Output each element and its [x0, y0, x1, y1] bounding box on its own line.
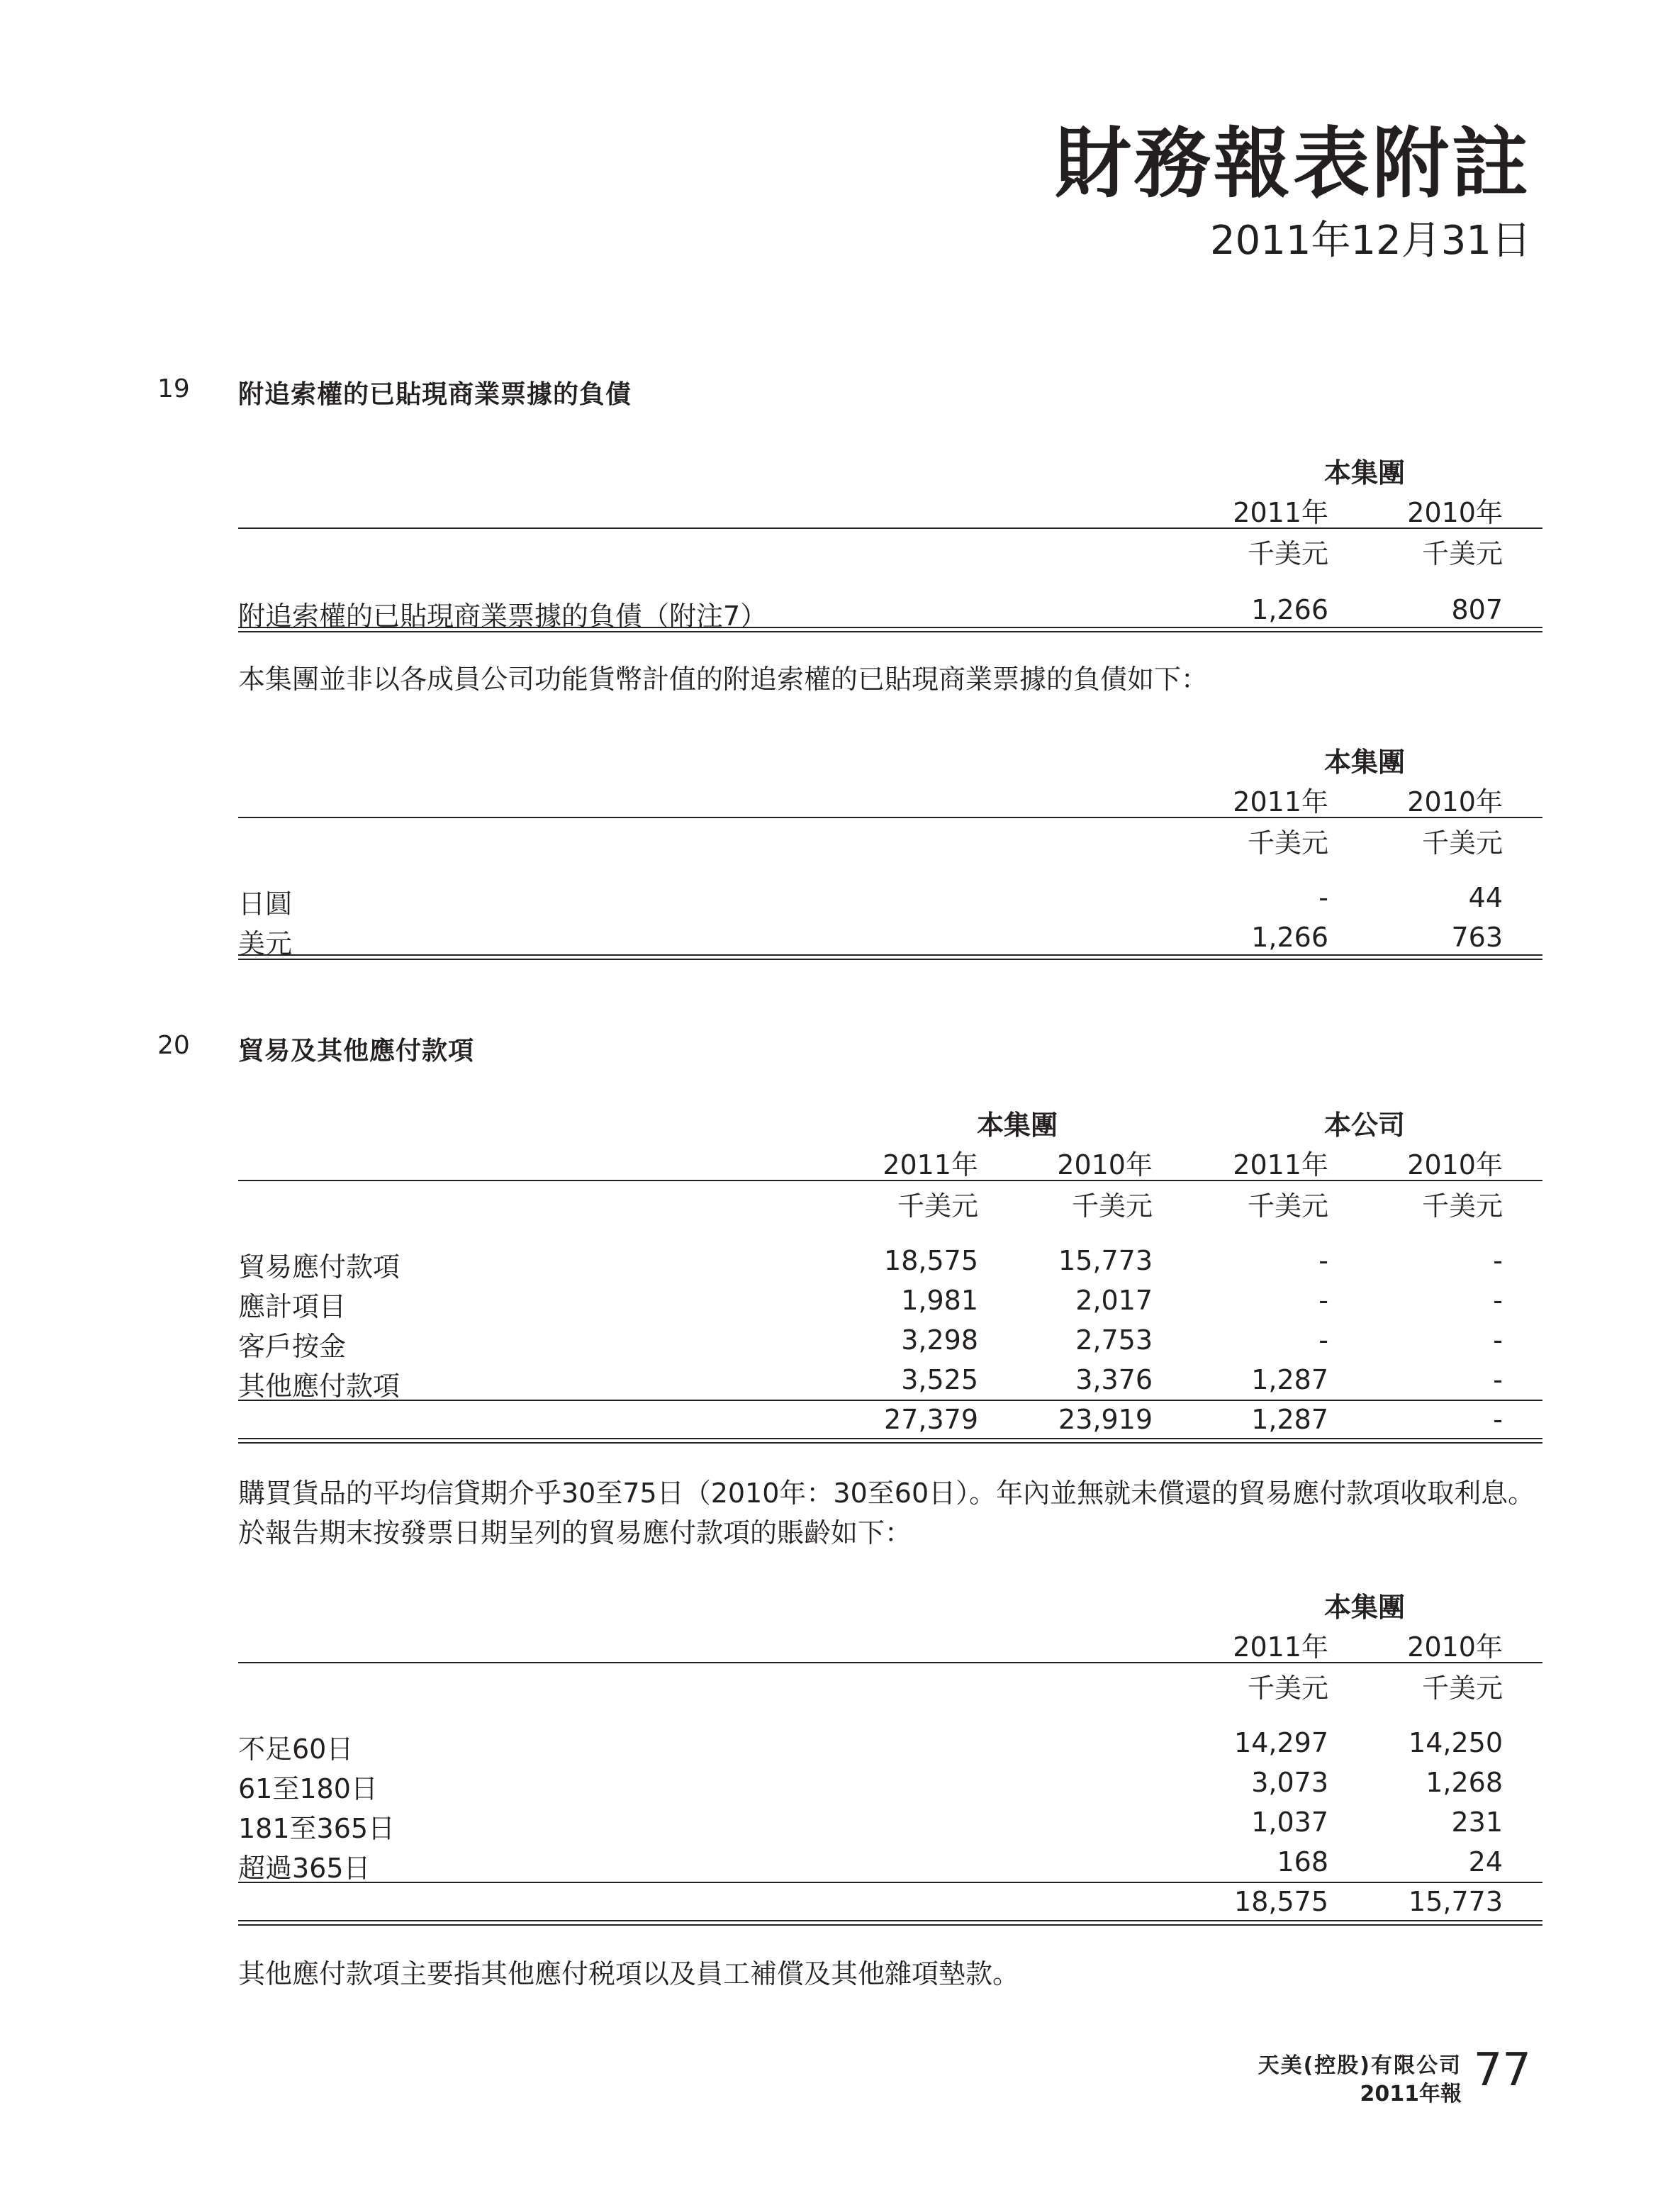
- cell-value: 1,287: [1251, 1364, 1328, 1395]
- cell-value: 763: [1451, 922, 1503, 953]
- section-number-20: 20: [157, 1031, 190, 1060]
- column-unit: 千美元: [1421, 1673, 1503, 1704]
- header-rule: [238, 528, 1542, 529]
- cell-value: 44: [1468, 882, 1503, 913]
- column-year: 2010年: [1407, 1631, 1503, 1663]
- column-year: 2010年: [1407, 786, 1503, 817]
- cell-value: 231: [1451, 1807, 1503, 1838]
- cell-value: -: [1493, 1364, 1503, 1395]
- column-unit: 千美元: [1247, 1673, 1328, 1704]
- column-unit: 千美元: [1247, 1190, 1328, 1222]
- cell-value: 24: [1468, 1846, 1503, 1877]
- column-year: 2010年: [1407, 1149, 1503, 1180]
- cell-value: -: [1318, 1245, 1328, 1276]
- column-unit: 千美元: [1247, 827, 1328, 859]
- total-value: 1,287: [1251, 1404, 1328, 1435]
- column-year: 2010年: [1057, 1149, 1153, 1180]
- cell-value: 1,266: [1251, 594, 1328, 625]
- row-label: 超過365日: [238, 1853, 371, 1884]
- cell-value: -: [1493, 1245, 1503, 1276]
- column-group-label: 本集團: [1323, 457, 1405, 489]
- row-label: 應計項目: [238, 1291, 347, 1322]
- column-unit: 千美元: [1247, 538, 1328, 569]
- cell-value: 807: [1451, 594, 1503, 625]
- total-value: 23,919: [1058, 1404, 1153, 1435]
- row-label: 日圓: [238, 888, 293, 920]
- cell-value: 3,073: [1251, 1767, 1328, 1798]
- subtotal-rule: [238, 1400, 1542, 1401]
- subtotal-rule: [238, 1882, 1542, 1883]
- column-group-label: 本集團: [976, 1110, 1058, 1141]
- cell-value: 1,266: [1251, 922, 1328, 953]
- page-title: 財務報表附註: [1054, 120, 1531, 208]
- cell-value: 14,250: [1409, 1727, 1503, 1758]
- row-label: 附追索權的已貼現商業票據的負債（附注7）: [238, 601, 768, 632]
- cell-value: -: [1493, 1285, 1503, 1316]
- row-label: 181至365日: [238, 1813, 396, 1844]
- cell-value: 3,525: [901, 1364, 978, 1395]
- total-value: 27,379: [884, 1404, 978, 1435]
- section-title-20: 貿易及其他應付款項: [238, 1037, 475, 1066]
- total-double-rule: [238, 1920, 1542, 1926]
- row-label: 美元: [238, 928, 293, 959]
- column-unit: 千美元: [897, 1190, 978, 1222]
- note-paragraph: 購買貨品的平均信貸期介乎30至75日（2010年：30至60日）。年內並無就未償還的貿易應付款項收取利息。於報告期末按發票日期呈列的貿易應付款項的賬齡如下：: [238, 1478, 1535, 1548]
- cell-value: -: [1318, 1324, 1328, 1356]
- header-rule: [238, 1662, 1542, 1663]
- total-value: -: [1493, 1404, 1503, 1435]
- cell-value: 18,575: [884, 1245, 978, 1276]
- cell-value: 2,753: [1075, 1324, 1153, 1356]
- column-unit: 千美元: [1421, 827, 1503, 859]
- note-paragraph: 本集團並非以各成員公司功能貨幣計值的附追索權的已貼現商業票據的負債如下：: [238, 664, 1209, 695]
- row-label: 不足60日: [238, 1734, 354, 1765]
- cell-value: -: [1493, 1324, 1503, 1356]
- total-value: 18,575: [1234, 1886, 1328, 1917]
- cell-value: 1,981: [901, 1285, 978, 1316]
- header-rule: [238, 817, 1542, 818]
- column-year: 2011年: [1233, 497, 1328, 528]
- column-group-label: 本集團: [1323, 747, 1405, 778]
- column-group-label: 本集團: [1323, 1592, 1405, 1623]
- total-double-rule: [238, 1438, 1542, 1444]
- row-label: 貿易應付款項: [238, 1251, 401, 1283]
- cell-value: 168: [1277, 1846, 1328, 1877]
- cell-value: 1,268: [1426, 1767, 1503, 1798]
- column-year: 2011年: [883, 1149, 978, 1180]
- column-year: 2011年: [1233, 1149, 1328, 1180]
- row-label: 其他應付款項: [238, 1371, 401, 1402]
- total-double-rule: [238, 627, 1542, 632]
- cell-value: 1,037: [1251, 1807, 1328, 1838]
- header-rule: [238, 1180, 1542, 1181]
- cell-value: -: [1318, 882, 1328, 913]
- section-title-19: 附追索權的已貼現商業票據的負債: [238, 380, 632, 409]
- cell-value: 3,376: [1075, 1364, 1153, 1395]
- cell-value: 3,298: [901, 1324, 978, 1356]
- footer-report: 2011年報: [1360, 2082, 1462, 2106]
- column-year: 2011年: [1233, 1631, 1328, 1663]
- section-number-19: 19: [157, 374, 190, 403]
- note-paragraph: 其他應付款項主要指其他應付税項以及員工補償及其他雜項墊款。: [238, 1958, 1020, 1989]
- column-year: 2010年: [1407, 497, 1503, 528]
- page-number: 77: [1473, 2044, 1531, 2097]
- footer-company: 天美(控股)有限公司: [1258, 2053, 1462, 2078]
- cell-value: 15,773: [1058, 1245, 1153, 1276]
- total-double-rule: [238, 954, 1542, 960]
- page-date: 2011年12月31日: [1209, 218, 1531, 264]
- total-value: 15,773: [1409, 1886, 1503, 1917]
- cell-value: 14,297: [1234, 1727, 1328, 1758]
- column-unit: 千美元: [1421, 1190, 1503, 1222]
- column-unit: 千美元: [1071, 1190, 1153, 1222]
- cell-value: -: [1318, 1285, 1328, 1316]
- column-group-label: 本公司: [1323, 1110, 1405, 1141]
- row-label: 61至180日: [238, 1773, 378, 1804]
- cell-value: 2,017: [1075, 1285, 1153, 1316]
- column-year: 2011年: [1233, 786, 1328, 817]
- row-label: 客戶按金: [238, 1331, 347, 1362]
- column-unit: 千美元: [1421, 538, 1503, 569]
